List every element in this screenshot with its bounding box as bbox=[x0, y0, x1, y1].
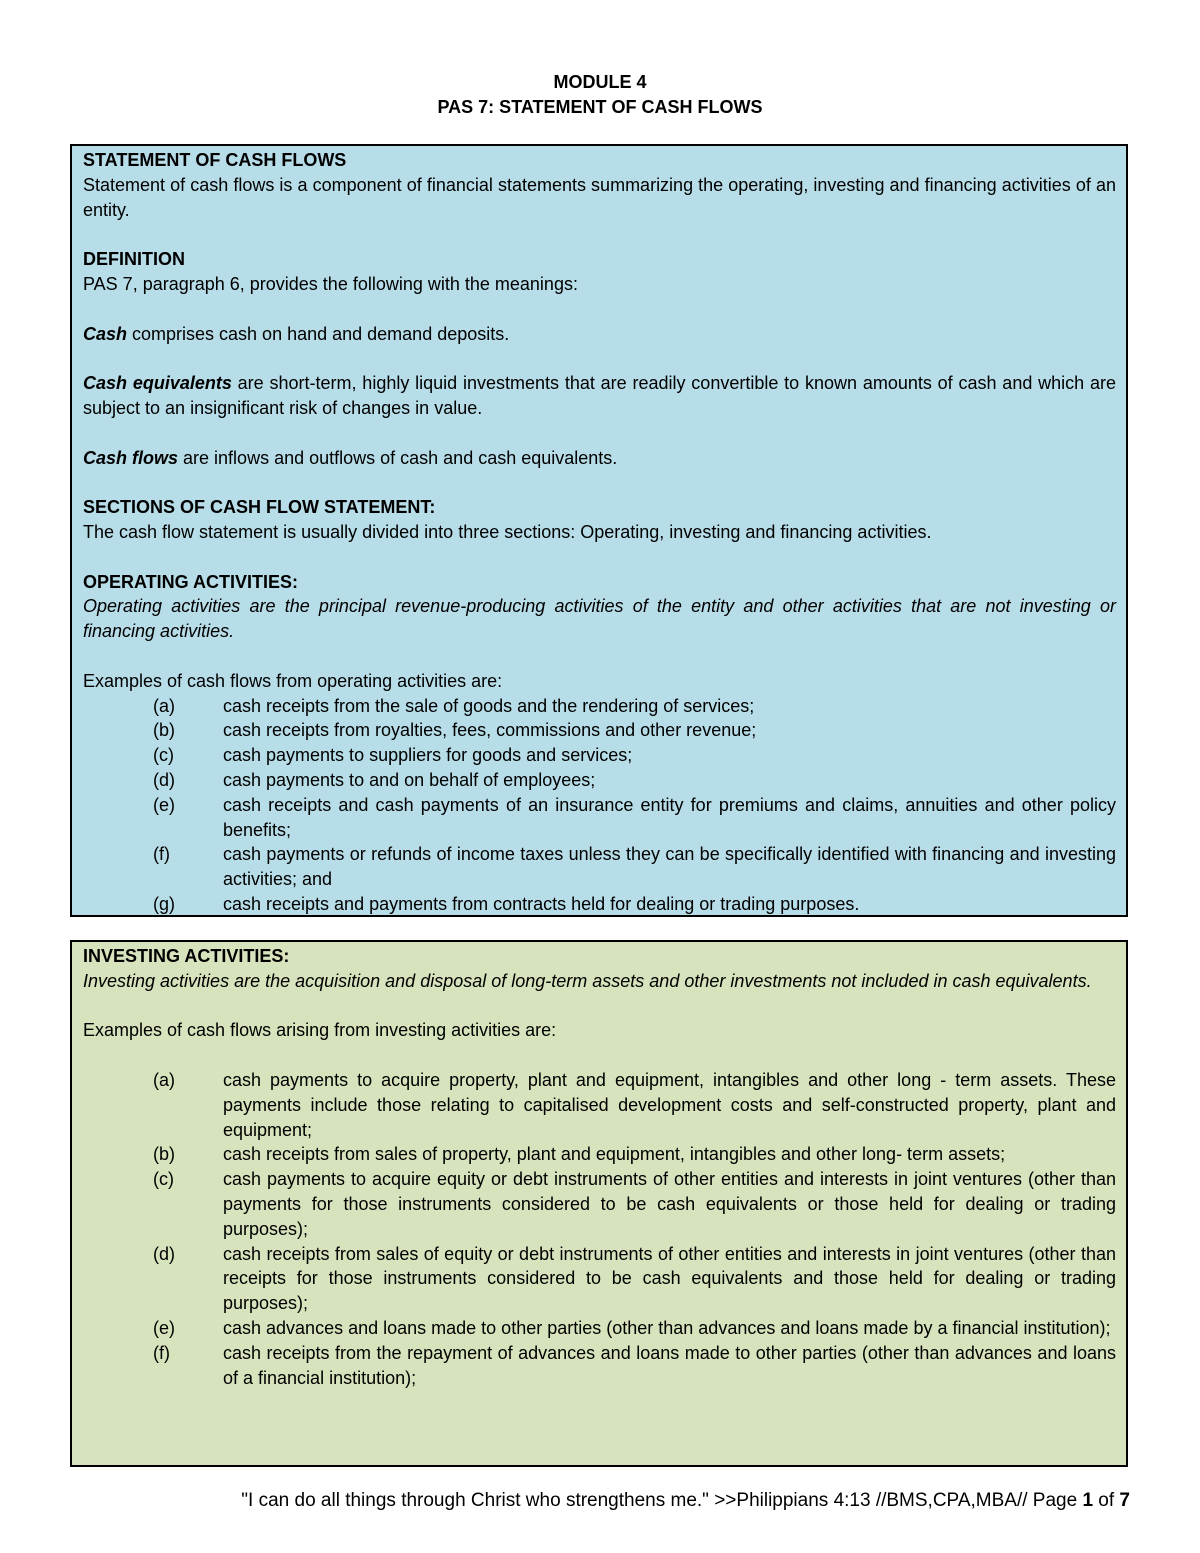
list-item-label: (e) bbox=[153, 1317, 175, 1338]
list-item bbox=[83, 892, 1116, 917]
operating-examples-list bbox=[83, 694, 1116, 917]
list-item bbox=[83, 743, 1116, 768]
list-item-label: (e) bbox=[153, 794, 175, 815]
list-item-text: cash advances and loans made to other parties (other than advances and loans made by a financial institution); bbox=[223, 1317, 1111, 1338]
list-item bbox=[83, 768, 1116, 793]
list-item-text: cash payments to acquire property, plant and equipment, intangibles and other long - term assets. These payments include those relating to capitalised development costs and self-constructed property, plant and equipment; bbox=[223, 1069, 1116, 1140]
section-heading-investing: INVESTING ACTIVITIES: bbox=[83, 946, 290, 966]
page-title: PAS 7: STATEMENT OF CASH FLOWS bbox=[437, 97, 763, 117]
list-item-text: cash receipts from sales of property, plant and equipment, intangibles and other long- term assets; bbox=[223, 1144, 1006, 1165]
list-item bbox=[83, 1242, 1116, 1316]
list-item bbox=[83, 1316, 1116, 1341]
term-cash-flows: Cash flows bbox=[83, 447, 179, 468]
list-item-label: (f) bbox=[153, 1342, 170, 1363]
term-cash-equivalents: Cash equivalents bbox=[83, 373, 232, 394]
list-item-label: (d) bbox=[153, 769, 175, 790]
investing-definition: Investing activities are the acquisition and disposal of long-term assets and other investments not included in cash equivalents. bbox=[83, 970, 1092, 991]
list-item bbox=[83, 718, 1116, 743]
page-footer bbox=[0, 1489, 1130, 1513]
page-header bbox=[0, 70, 1200, 120]
list-item-text: cash payments to acquire equity or debt instruments of other entities and interests in joint ventures (other than payments for those instruments considered to be cash equivalents or those held for dealing or trading purposes); bbox=[223, 1169, 1116, 1239]
list-item bbox=[83, 793, 1116, 843]
page-number-current: 1 bbox=[1082, 1490, 1094, 1511]
section-heading-operating: OPERATING ACTIVITIES: bbox=[83, 571, 299, 592]
page-number-separator: of bbox=[1093, 1490, 1120, 1511]
section-heading-statement: STATEMENT OF CASH FLOWS bbox=[83, 150, 347, 170]
list-item-label: (d) bbox=[153, 1243, 175, 1264]
list-item-text: cash receipts and cash payments of an insurance entity for premiums and claims, annuities and other policy benefits; bbox=[223, 794, 1116, 840]
definition-cash-equivalents bbox=[83, 371, 1116, 421]
list-item bbox=[83, 842, 1116, 892]
list-item-text: cash receipts and payments from contracts held for dealing or trading purposes. bbox=[223, 893, 860, 914]
definition-cash-equivalents-text: are short-term, highly liquid investments that are readily convertible to known amounts of cash and which are subject to an insignificant risk of changes in value. bbox=[83, 373, 1116, 418]
list-item-text: cash receipts from sales of equity or debt instruments of other entities and interests in joint ventures (other than receipts for those instruments considered to be cash equivalents and those held for dealing or trading purposes); bbox=[223, 1243, 1116, 1314]
list-item bbox=[83, 694, 1116, 719]
operating-definition: Operating activities are the principal revenue-producing activities of the entity and other activities that are not investing or financing activities. bbox=[83, 596, 1116, 642]
term-cash: Cash bbox=[83, 323, 128, 344]
list-item bbox=[83, 1341, 1116, 1391]
investing-examples-list bbox=[83, 1068, 1116, 1390]
list-item-label: (a) bbox=[153, 695, 175, 716]
sections-text: The cash flow statement is usually divided into three sections: Operating, investing and financing activities. bbox=[83, 521, 932, 542]
list-item-text: cash payments or refunds of income taxes unless they can be specifically identified with financing and investing activities; and bbox=[223, 844, 1116, 890]
list-item bbox=[83, 1167, 1116, 1241]
list-item-label: (g) bbox=[153, 893, 175, 914]
cash-flow-overview-box bbox=[70, 144, 1128, 917]
list-item-label: (f) bbox=[153, 844, 170, 865]
definition-cash-text: comprises cash on hand and demand deposits. bbox=[127, 323, 510, 344]
footer-quote: "I can do all things through Christ who strengthens me." >>Philippians 4:13 //BMS,CPA,MBA// Page bbox=[241, 1490, 1083, 1511]
definition-cash-flows bbox=[83, 446, 1116, 471]
list-item-label: (b) bbox=[153, 720, 175, 741]
section-heading-definition: DEFINITION bbox=[83, 249, 185, 270]
investing-activities-box bbox=[70, 940, 1128, 1467]
section-heading-sections: SECTIONS OF CASH FLOW STATEMENT: bbox=[83, 497, 436, 518]
list-item-text: cash payments to suppliers for goods and services; bbox=[223, 745, 633, 766]
definition-cash-flows-text: are inflows and outflows of cash and cash equivalents. bbox=[178, 447, 618, 468]
investing-examples-intro: Examples of cash flows arising from investing activities are: bbox=[83, 1020, 557, 1041]
list-item-label: (b) bbox=[153, 1144, 175, 1165]
list-item bbox=[83, 1142, 1116, 1167]
definition-intro: PAS 7, paragraph 6, provides the following with the meanings: bbox=[83, 273, 578, 294]
module-label: MODULE 4 bbox=[553, 72, 647, 92]
page-number-total: 7 bbox=[1119, 1490, 1130, 1511]
list-item bbox=[83, 1068, 1116, 1142]
list-item-label: (c) bbox=[153, 1169, 174, 1190]
operating-examples-intro: Examples of cash flows from operating activities are: bbox=[83, 670, 503, 691]
list-item-label: (a) bbox=[153, 1069, 175, 1090]
list-item-text: cash payments to and on behalf of employees; bbox=[223, 769, 596, 790]
list-item-text: cash receipts from royalties, fees, commissions and other revenue; bbox=[223, 720, 757, 741]
list-item-text: cash receipts from the repayment of advances and loans made to other parties (other than advances and loans of a financial institution); bbox=[223, 1342, 1116, 1388]
list-item-label: (c) bbox=[153, 745, 174, 766]
statement-intro: Statement of cash flows is a component of financial statements summarizing the operating, investing and financing activities of an entity. bbox=[83, 174, 1116, 220]
list-item-text: cash receipts from the sale of goods and the rendering of services; bbox=[223, 695, 755, 716]
definition-cash bbox=[83, 322, 1116, 347]
